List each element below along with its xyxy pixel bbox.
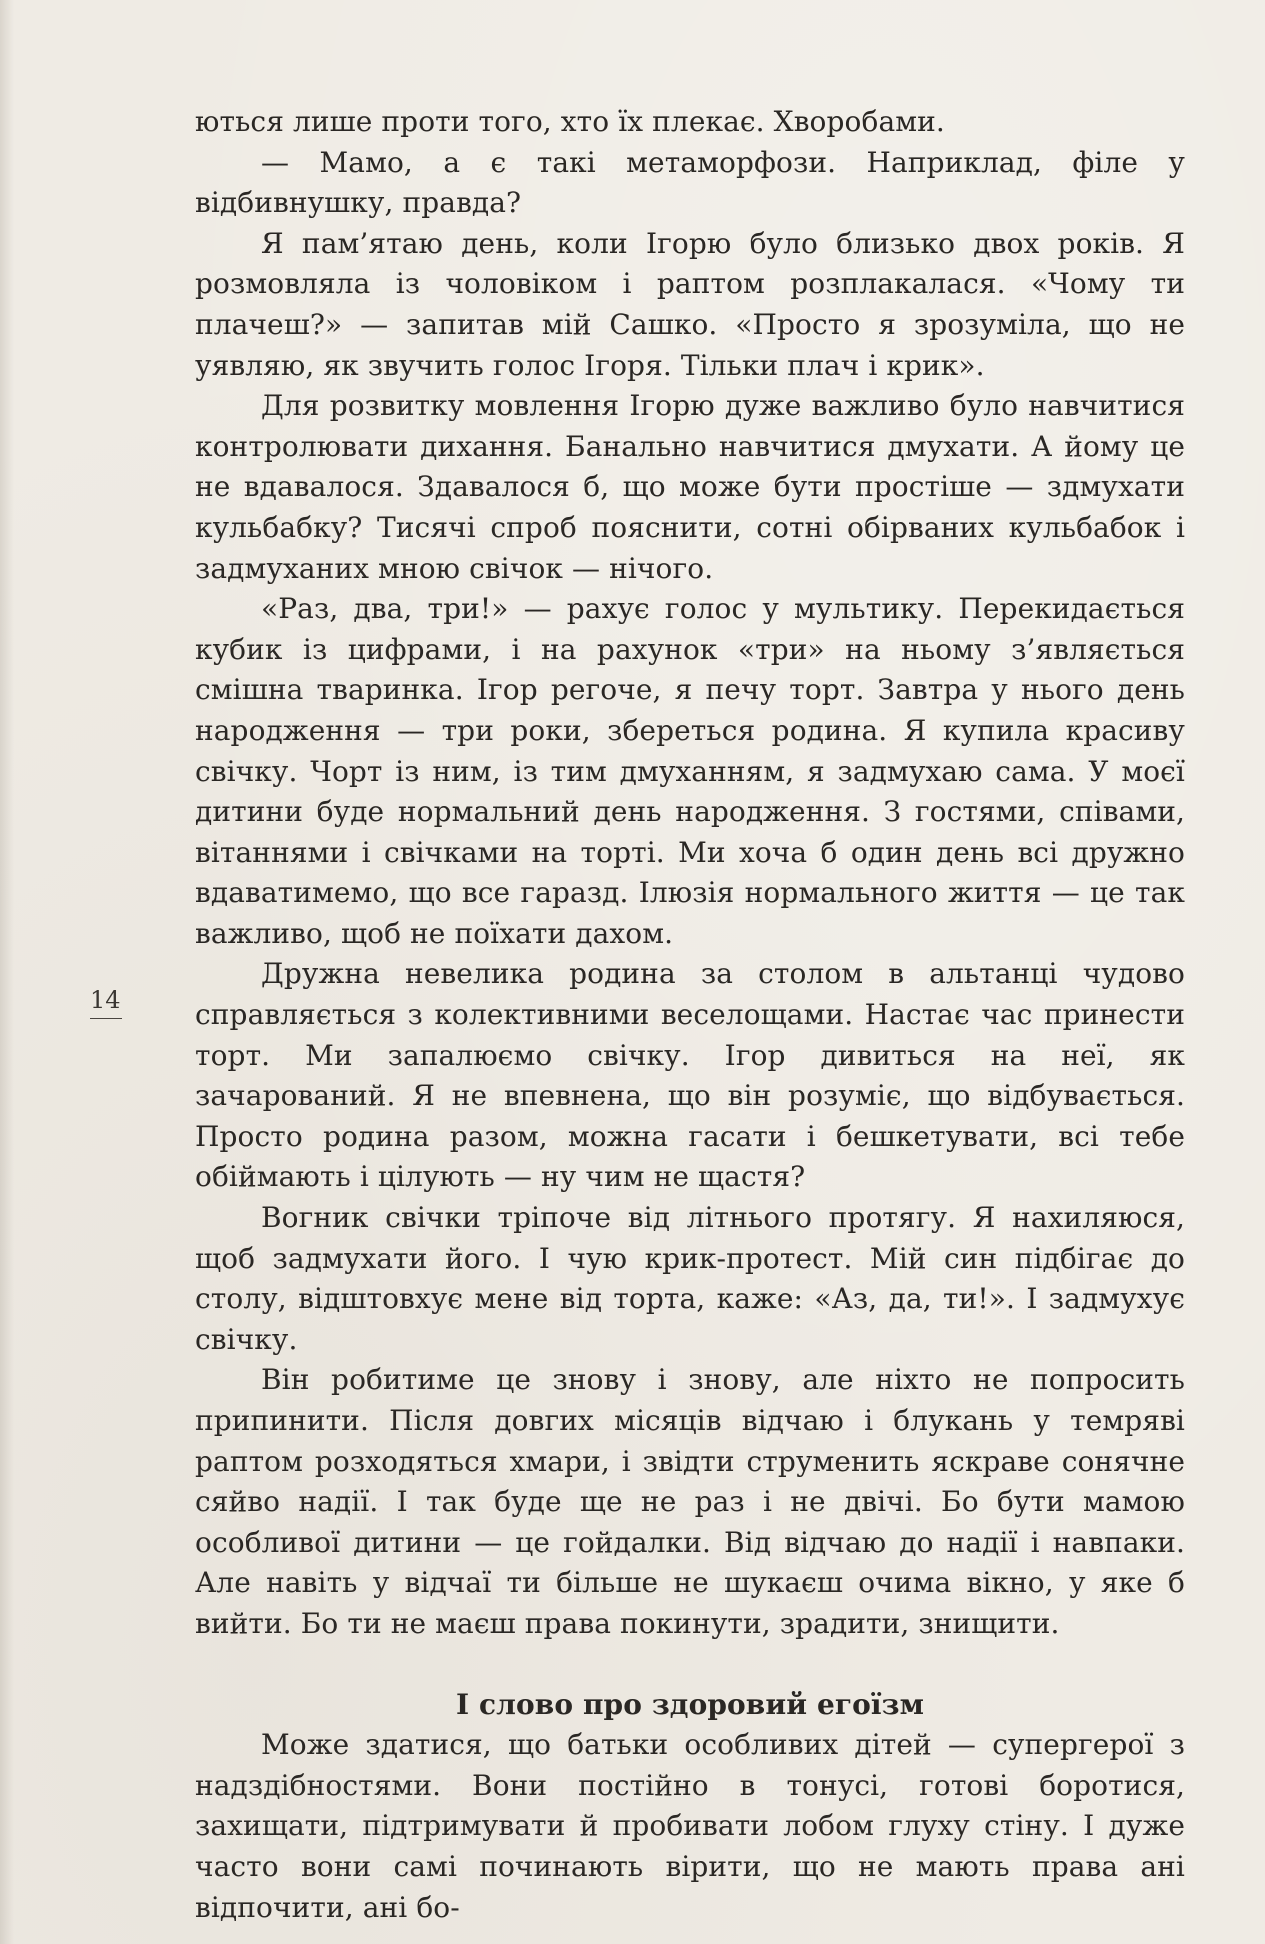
paragraph-birthday-prep: «Раз, два, три!» — рахує голос у мультику. Перекидається кубик із цифрами, і на рахунок «три» на ньому з’являється смішна тваринка. Ігор регоче, я печу торт. Завтра у нього день народження — три роки, збереться родина. Я купила красиву свічку. Чорт із ним, із тим дмуханням, я задмухаю сама. У моєї дитини буде нормальний день народження. З гостями, співами, вітаннями і свічками на торті. Ми хоча б один день всі дружно вдаватимемо, що все гаразд. Ілюзія нормального життя — це так важливо, щоб не поїхати дахом.	[195, 592, 1185, 950]
gutter-shadow	[0, 0, 14, 1944]
section-heading: І слово про здоровий егоїзм	[455, 1687, 925, 1721]
page-number: 14	[90, 986, 121, 1014]
paragraph-section-intro: Може здатися, що батьки особливих дітей — супергерої з надздібностями. Вони постійно в тонусі, готові боротися, захищати, підтримувати й пробивати лобом глуху стіну. І дуже часто вони самі починають вірити, що не мають права ані відпочити, ані бо-	[195, 1728, 1185, 1924]
paragraph-continuation: ються лише проти того, хто їх плекає. Хворобами.	[195, 105, 945, 138]
paragraph-candle: Вогник свічки тріпоче від літнього протягу. Я нахиляюся, щоб задмухати його. І чую крик-протест. Мій син підбігає до столу, відштовхує мене від торта, каже: «Аз, да, ти!». І задмухує свічку.	[195, 1201, 1185, 1356]
body-text	[195, 102, 1185, 1928]
paragraph-memory: Я пам’ятаю день, коли Ігорю було близько двох років. Я розмовляла із чоловіком і раптом розплакалася. «Чому ти плачеш?» — запитав мій Сашко. «Просто я зрозуміла, що не уявляю, як звучить голос Ігоря. Тільки плач і крик».	[195, 226, 1185, 382]
paragraph-hope: Він робитиме це знову і знову, але ніхто не попросить припинити. Після довгих місяців відчаю і блукань у темряві раптом розходяться хмари, і звідти струменить яскраве сонячне сяйво надії. І так буде ще не раз і не двічі. Бо бути мамою особливої дитини — це гойдалки. Від відчаю до надії і навпаки. Але навіть у відчаї ти більше не шукаєш очима вікно, у яке б вийти. Бо ти не маєш права покинути, зрадити, знищити.	[195, 1363, 1185, 1640]
paragraph-family-gathering: Дружна невелика родина за столом в альтанці чудово справляється з колективними веселощами. Настає час принести торт. Ми запалюємо свічку. Ігор дивиться на неї, як зачарований. Я не впевнена, що він розуміє, що відбувається. Просто родина разом, можна гасати і бешкетувати, всі тебе обіймають і цілують — ну чим не щастя?	[195, 957, 1185, 1194]
paragraph-speech-development: Для розвитку мовлення Ігорю дуже важливо було навчитися контролювати дихання. Банально навчитися дмухати. А йому це не вдавалося. Здавалося б, що може бути простіше — здмухати кульбабку? Тисячі спроб пояснити, сотні обірваних кульбабок і задмуханих мною свічок — нічого.	[195, 389, 1185, 585]
paragraph-dialogue: — Мамо, а є такі метаморфози. Наприклад, філе у відбивнушку, правда?	[195, 145, 1185, 220]
page-number-rule	[90, 1018, 122, 1019]
